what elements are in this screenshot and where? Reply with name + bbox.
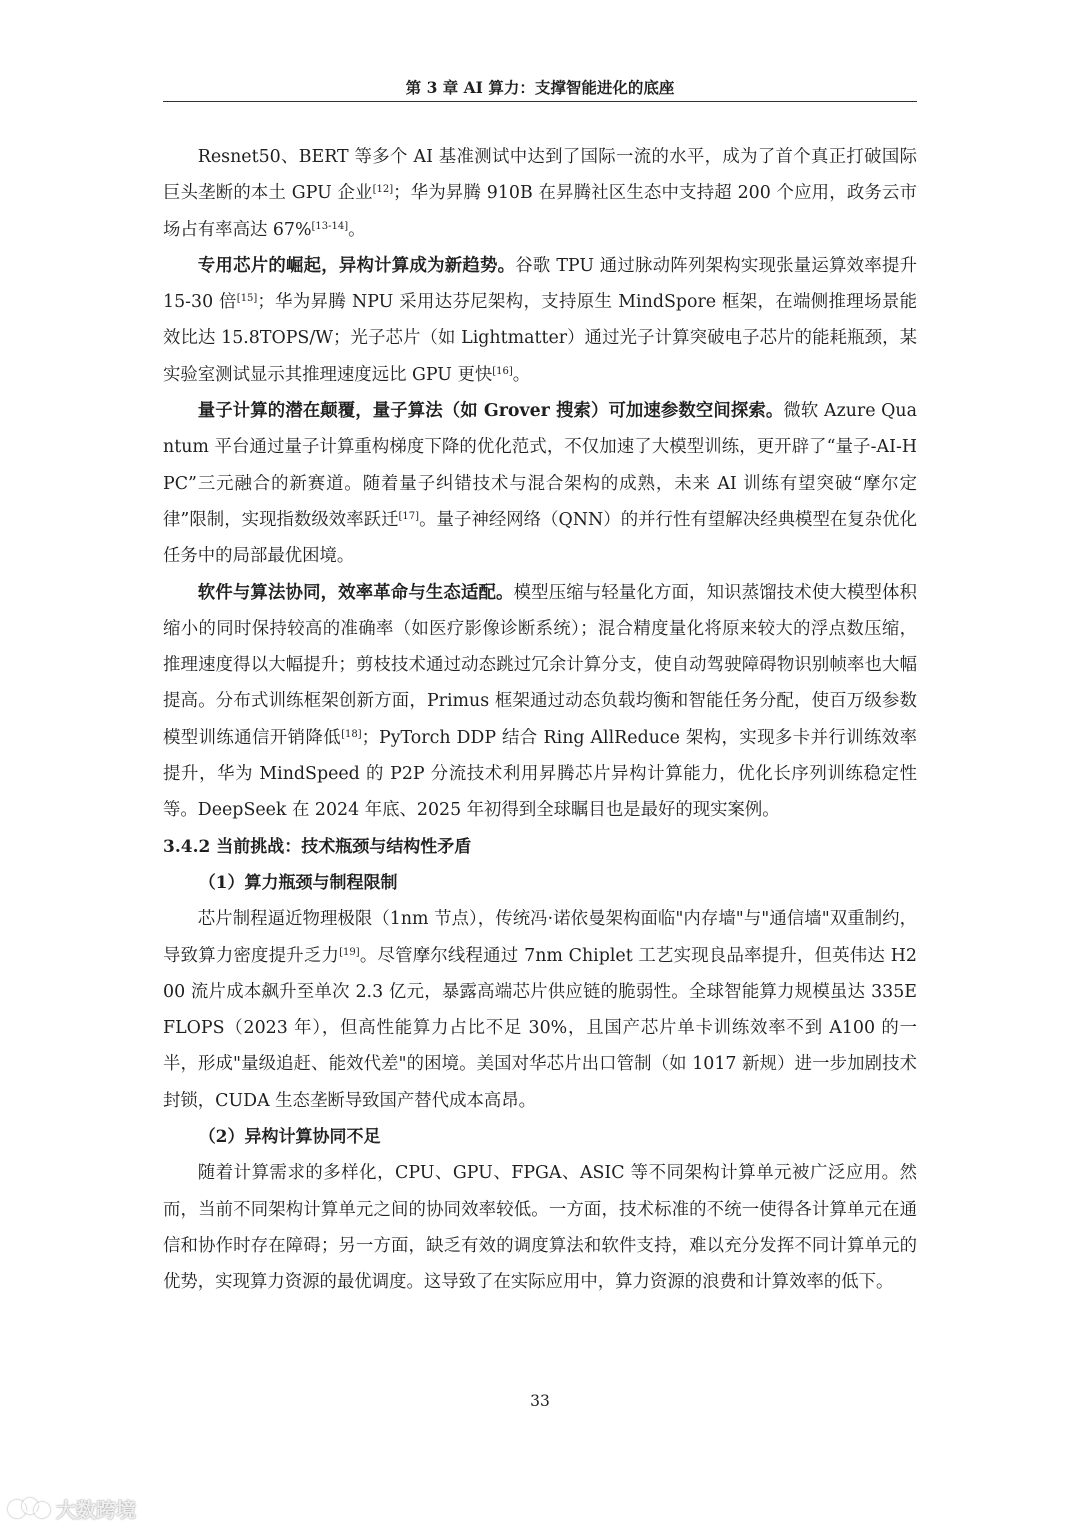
paragraph-lead: 专用芯片的崛起，异构计算成为新趋势。: [197, 255, 516, 276]
header-rule: [163, 101, 917, 102]
paragraph-text: ；PyTorch DDP 结合 Ring AllReduce 架构，实现多卡并行训练效率提升，华为 MindSpeed 的 P2P 分流技术利用昇腾芯片异构计算能力，优化长序列训练稳定性等。DeepSeek 在 2024 年底、2025 年初得到全球瞩目也是最好的现实案例。: [163, 727, 917, 821]
paragraph-text: ；华为昇腾 NPU 采用达芬尼架构，支持原生 MindSpore 框架，在端侧推理场景能效比达 15.8TOPS/W；光子芯片（如 Lightmatter）通过光子计算突破电子芯片的能耗瓶颈，某实验室测试显示其推理速度远比 GPU 更快: [163, 292, 917, 385]
paragraph-text: 。: [512, 364, 531, 385]
watermark: [8, 1490, 136, 1526]
citation-ref: [12]: [372, 184, 394, 196]
subsection-heading: （1）算力瓶颈与制程限制: [198, 872, 398, 893]
paragraph-lead: 量子计算的潜在颠覆，量子算法（如 Grover 搜索）可加速参数空间探索。: [197, 401, 784, 422]
paragraph-text: 。尽管摩尔线程通过 7nm Chiplet 工艺实现良品率提升，但英伟达 H200 流片成本飙升至单次 2.3 亿元，暴露高端芯片供应链的脆弱性。全球智能算力规模虽达 335EFLOPS（2023 年），但高性能算力占比不足 30%，且国产芯片单卡训练效率不到 A100 的一半，形成"量级追赶、能效代差"的困境。美国对华芯片出口管制（如 1017 新规）进一步加剧技术封锁，CUDA 生态垄断导致国产替代成本高昂。: [163, 945, 917, 1111]
paragraph-text: Resnet50、BERT 等多个 AI 基准测试中达到了国际一流的水平，成为了首个真正打破国际巨头垄断的本土 GPU 企业: [163, 147, 917, 204]
paragraph-text: 芯片制程逼近物理极限（1nm 节点），传统冯·诺依曼架构面临"内存墙"与"通信墙"双重制约，导致算力密度提升乏力: [163, 909, 917, 966]
paragraph-text: 微软 Azure Quantum 平台通过量子计算重构梯度下降的优化范式，不仅加速了大模型训练，更开辟了“量子-AI-HPC”三元融合的新赛道。随着量子纠错技术与混合架构的成熟，未来 AI 训练有望突破“摩尔定律”限制，实现指数级效率跃迁: [163, 401, 917, 530]
paragraph-text: 随着计算需求的多样化，CPU、GPU、FPGA、ASIC 等不同架构计算单元被广泛应用。然而，当前不同架构计算单元之间的协同效率较低。一方面，技术标准的不统一使得各计算单元在通信和协作时存在障碍；另一方面，缺乏有效的调度算法和软件支持，难以充分发挥不同计算单元的优势，实现算力资源的最优调度。这导致了在实际应用中，算力资源的浪费和计算效率的低下。: [163, 1163, 917, 1293]
body-paragraph: [163, 901, 917, 1119]
paragraph-text: 。: [348, 219, 366, 240]
watermark-logo-icon: [8, 1496, 52, 1520]
subsection-heading: （2）异构计算协同不足: [198, 1127, 381, 1148]
watermark-text: 大数跨境: [56, 1497, 136, 1522]
paragraph-text: 。量子神经网络（QNN）的并行性有望解决经典模型在复杂优化任务中的局部最优困境。: [163, 509, 917, 567]
page-number: 33: [530, 1392, 550, 1410]
body-paragraph: [163, 575, 917, 829]
paragraph-text: 谷歌 TPU 通过脉动阵列架构实现张量运算效率提升 15-30 倍: [163, 255, 917, 313]
page-body: [163, 139, 917, 1301]
body-paragraph: [163, 139, 917, 248]
citation-ref: [13-14]: [311, 220, 349, 232]
section-heading: 3.4.2 当前挑战：技术瓶颈与结构性矛盾: [163, 836, 472, 857]
citation-ref: [18]: [341, 728, 362, 740]
paragraph-text: ；华为昇腾 910B 在昇腾社区生态中支持超 200 个应用，政务云市场占有率高达 67%: [163, 183, 917, 240]
citation-ref: [17]: [398, 510, 420, 522]
body-paragraph: [163, 248, 917, 393]
body-paragraph: [163, 393, 917, 574]
citation-ref: [16]: [492, 365, 513, 377]
body-paragraph: [163, 1155, 917, 1300]
running-header: 第 3 章 AI 算力：支撑智能进化的底座: [405, 78, 675, 97]
paragraph-lead: 软件与算法协同，效率革命与生态适配。: [197, 582, 514, 603]
citation-ref: [19]: [339, 946, 360, 958]
paragraph-text: 模型压缩与轻量化方面，知识蒸馏技术使大模型体积缩小的同时保持较高的准确率（如医疗影像诊断系统）；混合精度量化将原来较大的浮点数压缩，推理速度得以大幅提升；剪枝技术通过动态跳过冗余计算分支，使自动驾驶障碍物识别帧率也大幅提高。分布式训练框架创新方面，Primus 框架通过动态负载均衡和智能任务分配，使百万级参数模型训练通信开销降低: [163, 582, 917, 748]
citation-ref: [15]: [236, 293, 258, 305]
